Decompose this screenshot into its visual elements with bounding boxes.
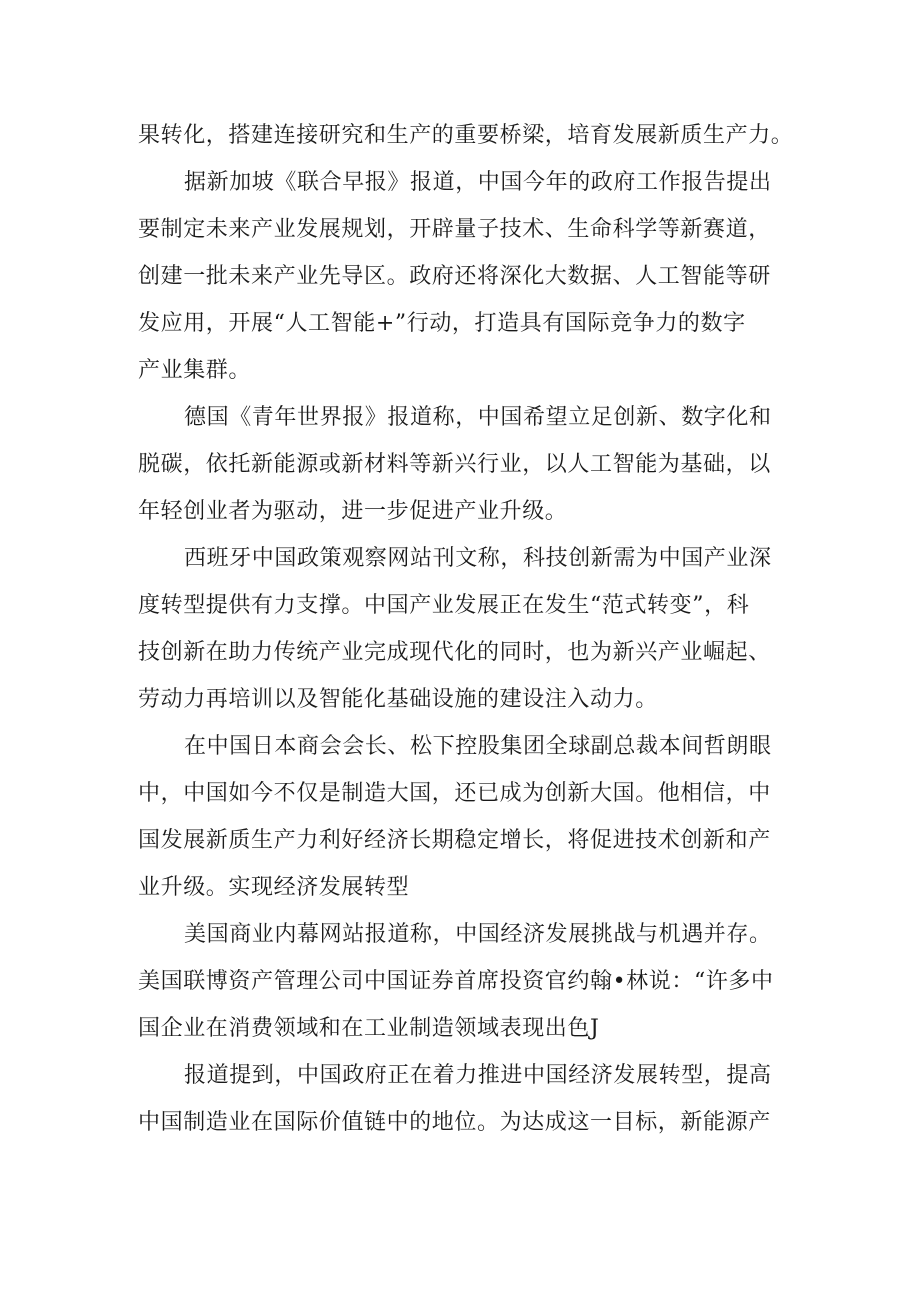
text-line: 中国制造业在国际价值链中的地位。为达成这一目标，新能源产 [138, 1110, 771, 1135]
article-body [138, 112, 798, 1146]
paragraph-first-line: 德国《青年世界报》报道称，中国希望立足创新、数字化和 [184, 405, 772, 430]
paragraph-first-line: 在中国日本商会会长、松下控股集团全球副总裁本间哲朗眼 [184, 734, 772, 759]
text-line: 要制定未来产业发展规划，开辟量子技术、生命科学等新赛道， [138, 217, 771, 242]
text-line: 国企业在消费领域和在工业制造领域表现出色J [138, 1016, 600, 1041]
text-line: 度转型提供有力支撑。中国产业发展正在发生“范式转变”，科 [138, 593, 750, 618]
text-line: 创建一批未来产业先导区。政府还将深化大数据、人工智能等研 [138, 264, 771, 289]
text-line: 技创新在助力传统产业完成现代化的同时，也为新兴产业崛起、 [138, 640, 771, 665]
text-line: 业升级。实现经济发展转型 [138, 875, 410, 900]
text-line: 脱碳，依托新能源或新材料等新兴行业，以人工智能为基础，以 [138, 452, 771, 477]
paragraph-first-line: 美国商业内幕网站报道称，中国经济发展挑战与机遇并存。 [184, 922, 772, 947]
text-line: 发应用，开展“人工智能+”行动，打造具有国际竞争力的数字 [138, 311, 746, 336]
text-line: 产业集群。 [138, 358, 252, 383]
text-line: 果转化，搭建连接研究和生产的重要桥梁，培育发展新质生产力。 [138, 123, 794, 148]
text-line: 美国联博资产管理公司中国证券首席投资官约翰•林说：“许多中 [138, 969, 774, 994]
paragraph-first-line: 报道提到，中国政府正在着力推进中国经济发展转型，提高 [184, 1063, 772, 1088]
text-line: 年轻创业者为驱动，进一步促进产业升级。 [138, 499, 568, 524]
paragraph-first-line: 西班牙中国政策观察网站刊文称，科技创新需为中国产业深 [184, 546, 772, 571]
text-line: 劳动力再培训以及智能化基础设施的建设注入动力。 [138, 687, 658, 712]
paragraph-first-line: 据新加坡《联合早报》报道，中国今年的政府工作报告提出 [184, 170, 772, 195]
text-line: 国发展新质生产力利好经济长期稳定增长，将促进技术创新和产 [138, 828, 771, 853]
text-line: 中，中国如今不仅是制造大国，还已成为创新大国。他相信，中 [138, 781, 771, 806]
